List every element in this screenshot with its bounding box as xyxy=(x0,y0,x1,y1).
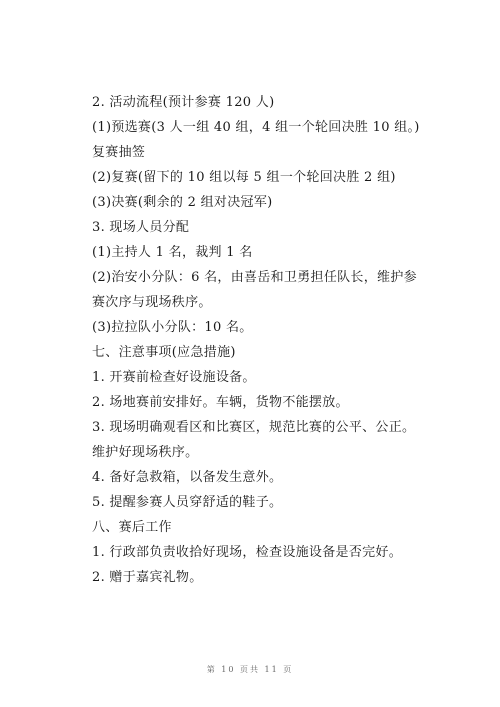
paragraph-activity-flow-heading: 2. 活动流程(预计参赛 120 人) xyxy=(92,95,275,110)
paragraph-final-round: (3)决赛(剩余的 2 组对决冠军) xyxy=(92,195,273,210)
paragraph-precaution-5: 5. 提醒参赛人员穿舒适的鞋子。 xyxy=(92,495,283,510)
paragraph-staff-allocation-heading: 3. 现场人员分配 xyxy=(92,220,190,235)
paragraph-post-event-2: 2. 赠于嘉宾礼物。 xyxy=(92,570,203,585)
paragraph-post-event-heading: 八、赛后工作 xyxy=(92,520,172,535)
paragraph-cheer-team: (3)拉拉队小分队：10 名。 xyxy=(92,320,253,335)
paragraph-security-team: (2)治安小分队：6 名，由喜岳和卫勇担任队长，维护参赛次序与现场秩序。 xyxy=(92,270,417,310)
paragraph-second-round: (2)复赛(留下的 10 组以每 5 组一个轮回决胜 2 组) xyxy=(92,170,396,185)
document-body xyxy=(92,90,422,590)
page-number-footer: 第 10 页共 11 页 xyxy=(206,665,294,674)
paragraph-precaution-2: 2. 场地赛前安排好。车辆，货物不能摆放。 xyxy=(92,395,349,410)
paragraph-precaution-1: 1. 开赛前检查好设施设备。 xyxy=(92,370,256,385)
paragraph-precaution-4: 4. 备好急救箱，以备发生意外。 xyxy=(92,470,283,485)
paragraph-preliminary-round: (1)预选赛(3 人一组 40 组，4 组一个轮回决胜 10 组。)复赛抽签 xyxy=(92,120,420,160)
paragraph-precautions-heading: 七、注意事项(应急措施) xyxy=(92,345,236,360)
paragraph-precaution-3: 3. 现场明确观看区和比赛区，规范比赛的公平、公正。维护好现场秩序。 xyxy=(92,420,416,460)
paragraph-host-referee: (1)主持人 1 名，裁判 1 名 xyxy=(92,245,253,260)
paragraph-post-event-1: 1. 行政部负责收拾好现场，检查设施设备是否完好。 xyxy=(92,545,403,560)
